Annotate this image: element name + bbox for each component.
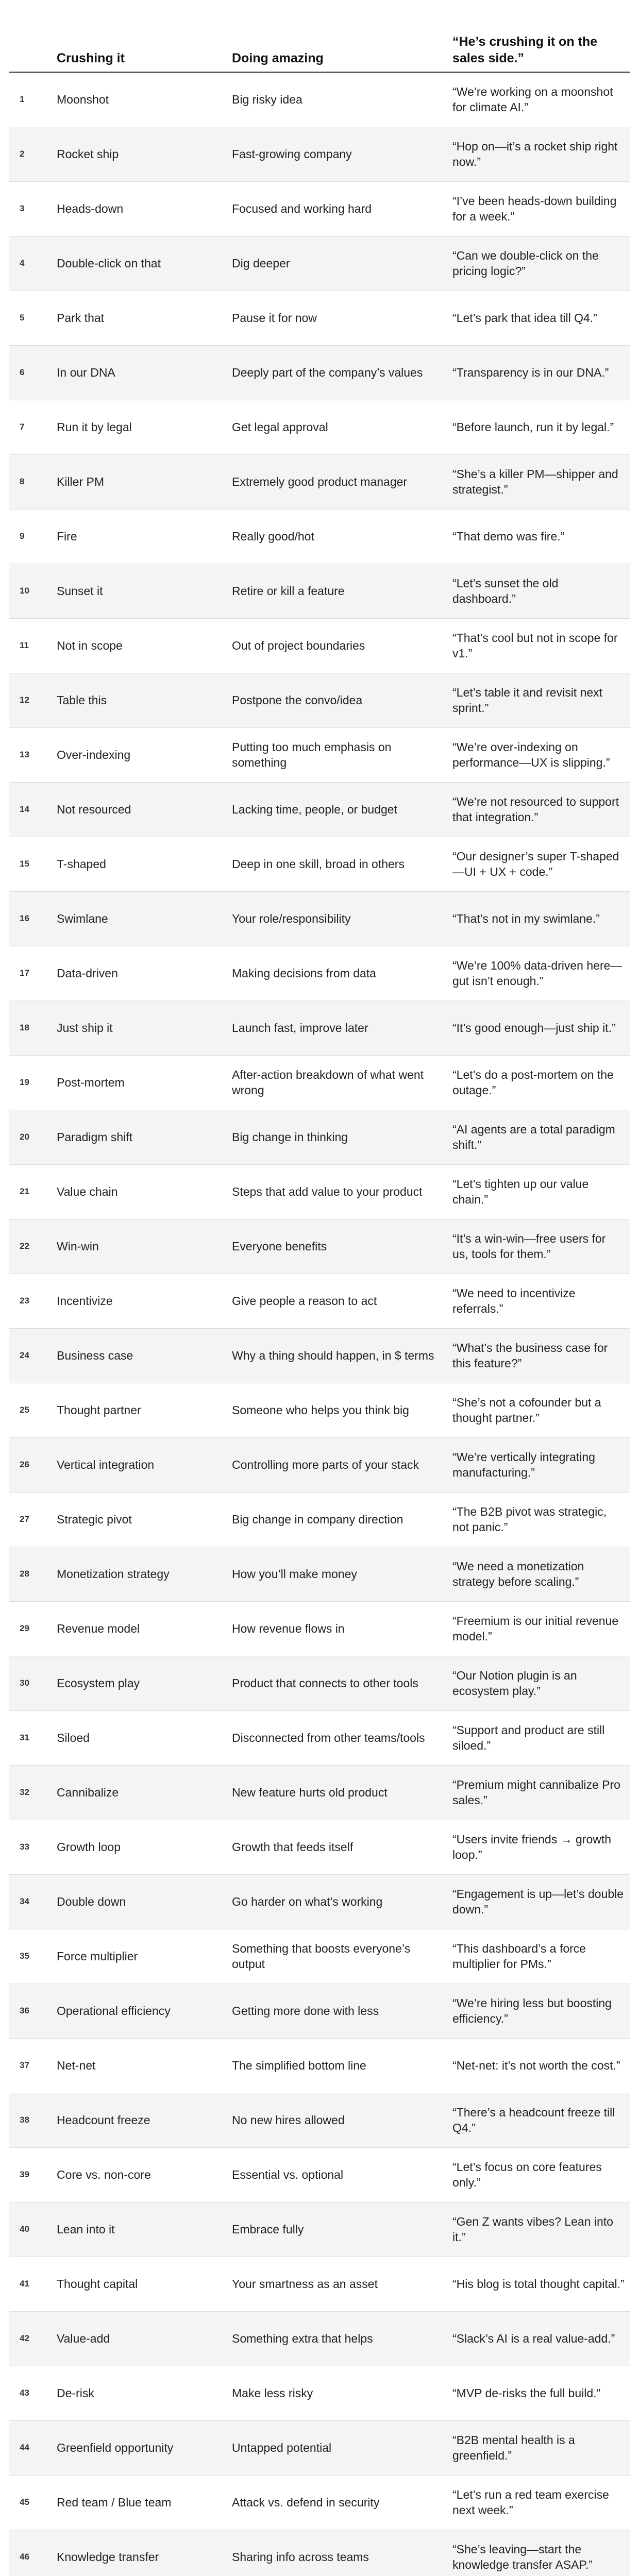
meaning-cell: Lacking time, people, or budget [227,782,447,837]
meaning-cell: Launch fast, improve later [227,1001,447,1055]
table-row [9,1055,630,1110]
term-cell: Headcount freeze [52,2093,227,2147]
table-row [9,400,630,454]
example-cell: “Let’s run a red team exercise next week.” [447,2475,630,2530]
example-cell: “Let’s park that idea till Q4.” [447,291,630,345]
row-number: 32 [9,1765,52,1820]
example-cell: “Freemium is our initial revenue model.” [447,1601,630,1656]
meaning-cell: After-action breakdown of what went wrong [227,1055,447,1110]
row-number: 19 [9,1055,52,1110]
term-cell: Table this [52,673,227,727]
row-number: 28 [9,1547,52,1601]
table-row [9,782,630,837]
term-cell: Red team / Blue team [52,2475,227,2530]
example-cell: “She’s leaving—start the knowledge transfer ASAP.” [447,2530,630,2576]
term-cell: Data-driven [52,946,227,1001]
term-cell: Paradigm shift [52,1110,227,1164]
term-cell: Monetization strategy [52,1547,227,1601]
table-row [9,181,630,236]
term-cell: Killer PM [52,454,227,509]
row-number: 26 [9,1437,52,1492]
table-row [9,345,630,400]
meaning-cell: Focused and working hard [227,181,447,236]
table-row [9,1110,630,1164]
table-body [9,72,630,2576]
table-row [9,1547,630,1601]
example-cell: “His blog is total thought capital.” [447,2257,630,2311]
example-cell: “Let’s do a post-mortem on the outage.” [447,1055,630,1110]
meaning-cell: Deeply part of the company’s values [227,345,447,400]
term-cell: Moonshot [52,72,227,127]
jargon-table-container [9,16,630,2576]
meaning-cell: Really good/hot [227,509,447,564]
example-cell: “This dashboard’s a force multiplier for PMs.” [447,1929,630,1984]
term-cell: Not in scope [52,618,227,673]
example-cell: “It’s good enough—just ship it.” [447,1001,630,1055]
table-row [9,2038,630,2093]
table-row [9,291,630,345]
term-cell: Force multiplier [52,1929,227,1984]
row-number: 29 [9,1601,52,1656]
term-cell: De-risk [52,2366,227,2420]
row-number: 9 [9,509,52,564]
table-row [9,2202,630,2257]
row-number: 36 [9,1984,52,2038]
meaning-cell: Controlling more parts of your stack [227,1437,447,1492]
meaning-cell: Putting too much emphasis on something [227,727,447,782]
example-cell: “Our designer’s super T-shaped—UI + UX + code.” [447,837,630,891]
term-cell: Park that [52,291,227,345]
table-row [9,2475,630,2530]
row-number: 38 [9,2093,52,2147]
header-term[interactable]: Crushing it [52,16,227,72]
table-row [9,564,630,618]
example-cell: “Hop on—it’s a rocket ship right now.” [447,127,630,181]
table-row [9,1601,630,1656]
term-cell: Win-win [52,1219,227,1274]
row-number: 31 [9,1710,52,1765]
table-row [9,1656,630,1710]
example-cell: “She’s a killer PM—shipper and strategist.” [447,454,630,509]
example-cell: “Engagement is up—let’s double down.” [447,1874,630,1929]
meaning-cell: Dig deeper [227,236,447,291]
example-cell: “MVP de-risks the full build.” [447,2366,630,2420]
row-number: 22 [9,1219,52,1274]
term-cell: Fire [52,509,227,564]
table-row [9,891,630,946]
meaning-cell: Pause it for now [227,291,447,345]
term-cell: Operational efficiency [52,1984,227,2038]
row-number: 8 [9,454,52,509]
row-number: 45 [9,2475,52,2530]
example-cell: “Transparency is in our DNA.” [447,345,630,400]
term-cell: Thought partner [52,1383,227,1437]
term-cell: Knowledge transfer [52,2530,227,2576]
table-row [9,673,630,727]
header-meaning[interactable]: Doing amazing [227,16,447,72]
term-cell: Siloed [52,1710,227,1765]
meaning-cell: Something that boosts everyone’s output [227,1929,447,1984]
example-cell: “We’re over-indexing on performance—UX is slipping.” [447,727,630,782]
meaning-cell: Deep in one skill, broad in others [227,837,447,891]
table-row [9,454,630,509]
example-cell: “Let’s table it and revisit next sprint.” [447,673,630,727]
term-cell: Ecosystem play [52,1656,227,1710]
row-number: 44 [9,2420,52,2475]
meaning-cell: Postpone the convo/idea [227,673,447,727]
term-cell: Incentivize [52,1274,227,1328]
row-number: 6 [9,345,52,400]
term-cell: Not resourced [52,782,227,837]
row-number: 24 [9,1328,52,1383]
meaning-cell: Why a thing should happen, in $ terms [227,1328,447,1383]
example-cell: “Premium might cannibalize Pro sales.” [447,1765,630,1820]
term-cell: Cannibalize [52,1765,227,1820]
row-number: 13 [9,727,52,782]
row-number: 5 [9,291,52,345]
table-row [9,1984,630,2038]
meaning-cell: Extremely good product manager [227,454,447,509]
example-cell: “There’s a headcount freeze till Q4.” [447,2093,630,2147]
header-number[interactable] [9,16,52,72]
row-number: 41 [9,2257,52,2311]
example-cell: “That’s cool but not in scope for v1.” [447,618,630,673]
term-cell: Over-indexing [52,727,227,782]
row-number: 23 [9,1274,52,1328]
row-number: 30 [9,1656,52,1710]
term-cell: Greenfield opportunity [52,2420,227,2475]
table-header [9,16,630,72]
table-row [9,946,630,1001]
table-row [9,1164,630,1219]
row-number: 2 [9,127,52,181]
term-cell: Heads-down [52,181,227,236]
row-number: 14 [9,782,52,837]
example-cell: “We’re 100% data-driven here—gut isn’t enough.” [447,946,630,1001]
meaning-cell: Go harder on what’s working [227,1874,447,1929]
table-row [9,618,630,673]
table-row [9,2093,630,2147]
term-cell: Vertical integration [52,1437,227,1492]
table-row [9,2530,630,2576]
term-cell: Net-net [52,2038,227,2093]
example-cell: “Before launch, run it by legal.” [447,400,630,454]
example-cell: “B2B mental health is a greenfield.” [447,2420,630,2475]
meaning-cell: Something extra that helps [227,2311,447,2366]
term-cell: Just ship it [52,1001,227,1055]
meaning-cell: No new hires allowed [227,2093,447,2147]
example-cell: “We’re working on a moonshot for climate AI.” [447,72,630,127]
term-cell: Business case [52,1328,227,1383]
example-cell: “Gen Z wants vibes? Lean into it.” [447,2202,630,2257]
header-row [9,16,630,72]
table-row [9,1001,630,1055]
meaning-cell: How you’ll make money [227,1547,447,1601]
example-cell: “That’s not in my swimlane.” [447,891,630,946]
meaning-cell: Someone who helps you think big [227,1383,447,1437]
row-number: 12 [9,673,52,727]
table-row [9,2366,630,2420]
table-row [9,2147,630,2202]
example-cell: “AI agents are a total paradigm shift.” [447,1110,630,1164]
table-row [9,1328,630,1383]
table-row [9,1492,630,1547]
term-cell: Double down [52,1874,227,1929]
term-cell: Value-add [52,2311,227,2366]
meaning-cell: Disconnected from other teams/tools [227,1710,447,1765]
meaning-cell: Get legal approval [227,400,447,454]
example-cell: “It’s a win-win—free users for us, tools for them.” [447,1219,630,1274]
example-cell: “Let’s sunset the old dashboard.” [447,564,630,618]
table-row [9,1929,630,1984]
meaning-cell: Everyone benefits [227,1219,447,1274]
meaning-cell: Sharing info across teams [227,2530,447,2576]
meaning-cell: Growth that feeds itself [227,1820,447,1874]
table-row [9,1274,630,1328]
meaning-cell: Fast-growing company [227,127,447,181]
meaning-cell: How revenue flows in [227,1601,447,1656]
row-number: 46 [9,2530,52,2576]
row-number: 1 [9,72,52,127]
meaning-cell: Your role/responsibility [227,891,447,946]
row-number: 34 [9,1874,52,1929]
table-row [9,727,630,782]
table-row [9,837,630,891]
meaning-cell: New feature hurts old product [227,1765,447,1820]
row-number: 16 [9,891,52,946]
term-cell: Sunset it [52,564,227,618]
meaning-cell: Big change in company direction [227,1492,447,1547]
table-row [9,1710,630,1765]
term-cell: Lean into it [52,2202,227,2257]
meaning-cell: Steps that add value to your product [227,1164,447,1219]
row-number: 7 [9,400,52,454]
meaning-cell: Give people a reason to act [227,1274,447,1328]
example-cell: “Support and product are still siloed.” [447,1710,630,1765]
example-cell: “What’s the business case for this feature?” [447,1328,630,1383]
example-cell: “Let’s focus on core features only.” [447,2147,630,2202]
example-cell: “We’re vertically integrating manufacturing.” [447,1437,630,1492]
example-cell: “Can we double-click on the pricing logic?” [447,236,630,291]
row-number: 27 [9,1492,52,1547]
example-cell: “We need a monetization strategy before scaling.” [447,1547,630,1601]
meaning-cell: Out of project boundaries [227,618,447,673]
meaning-cell: Retire or kill a feature [227,564,447,618]
meaning-cell: Embrace fully [227,2202,447,2257]
row-number: 35 [9,1929,52,1984]
meaning-cell: Product that connects to other tools [227,1656,447,1710]
row-number: 18 [9,1001,52,1055]
meaning-cell: Untapped potential [227,2420,447,2475]
example-cell: “We’re not resourced to support that integration.” [447,782,630,837]
term-cell: Thought capital [52,2257,227,2311]
row-number: 40 [9,2202,52,2257]
example-cell: “We need to incentivize referrals.” [447,1274,630,1328]
example-cell: “Slack’s AI is a real value-add.” [447,2311,630,2366]
table-row [9,2311,630,2366]
row-number: 17 [9,946,52,1001]
example-cell: “That demo was fire.” [447,509,630,564]
row-number: 37 [9,2038,52,2093]
meaning-cell: Essential vs. optional [227,2147,447,2202]
table-row [9,72,630,127]
row-number: 4 [9,236,52,291]
example-cell: “Our Notion plugin is an ecosystem play.” [447,1656,630,1710]
row-number: 3 [9,181,52,236]
row-number: 10 [9,564,52,618]
meaning-cell: Big risky idea [227,72,447,127]
table-row [9,1437,630,1492]
meaning-cell: The simplified bottom line [227,2038,447,2093]
term-cell: Run it by legal [52,400,227,454]
table-row [9,236,630,291]
header-example[interactable]: “He’s crushing it on the sales side.” [447,16,630,72]
table-row [9,509,630,564]
term-cell: Core vs. non-core [52,2147,227,2202]
term-cell: Post-mortem [52,1055,227,1110]
row-number: 11 [9,618,52,673]
row-number: 21 [9,1164,52,1219]
table-row [9,2420,630,2475]
table-row [9,1765,630,1820]
table-row [9,1383,630,1437]
term-cell: Swimlane [52,891,227,946]
table-row [9,2257,630,2311]
table-row [9,1219,630,1274]
example-cell: “The B2B pivot was strategic, not panic.” [447,1492,630,1547]
meaning-cell: Attack vs. defend in security [227,2475,447,2530]
term-cell: Rocket ship [52,127,227,181]
row-number: 39 [9,2147,52,2202]
term-cell: Value chain [52,1164,227,1219]
table-row [9,127,630,181]
row-number: 20 [9,1110,52,1164]
example-cell: “Let’s tighten up our value chain.” [447,1164,630,1219]
example-cell: “We’re hiring less but boosting efficiency.” [447,1984,630,2038]
row-number: 33 [9,1820,52,1874]
term-cell: Revenue model [52,1601,227,1656]
row-number: 25 [9,1383,52,1437]
term-cell: Strategic pivot [52,1492,227,1547]
meaning-cell: Big change in thinking [227,1110,447,1164]
meaning-cell: Make less risky [227,2366,447,2420]
row-number: 15 [9,837,52,891]
example-cell: “Users invite friends → growth loop.” [447,1820,630,1874]
meaning-cell: Your smartness as an asset [227,2257,447,2311]
row-number: 43 [9,2366,52,2420]
table-row [9,1874,630,1929]
table-row [9,1820,630,1874]
row-number: 42 [9,2311,52,2366]
meaning-cell: Getting more done with less [227,1984,447,2038]
example-cell: “She’s not a cofounder but a thought partner.” [447,1383,630,1437]
term-cell: Double-click on that [52,236,227,291]
jargon-table [9,16,630,2576]
example-cell: “Net-net: it’s not worth the cost.” [447,2038,630,2093]
meaning-cell: Making decisions from data [227,946,447,1001]
term-cell: In our DNA [52,345,227,400]
term-cell: Growth loop [52,1820,227,1874]
term-cell: T-shaped [52,837,227,891]
example-cell: “I’ve been heads-down building for a week.” [447,181,630,236]
